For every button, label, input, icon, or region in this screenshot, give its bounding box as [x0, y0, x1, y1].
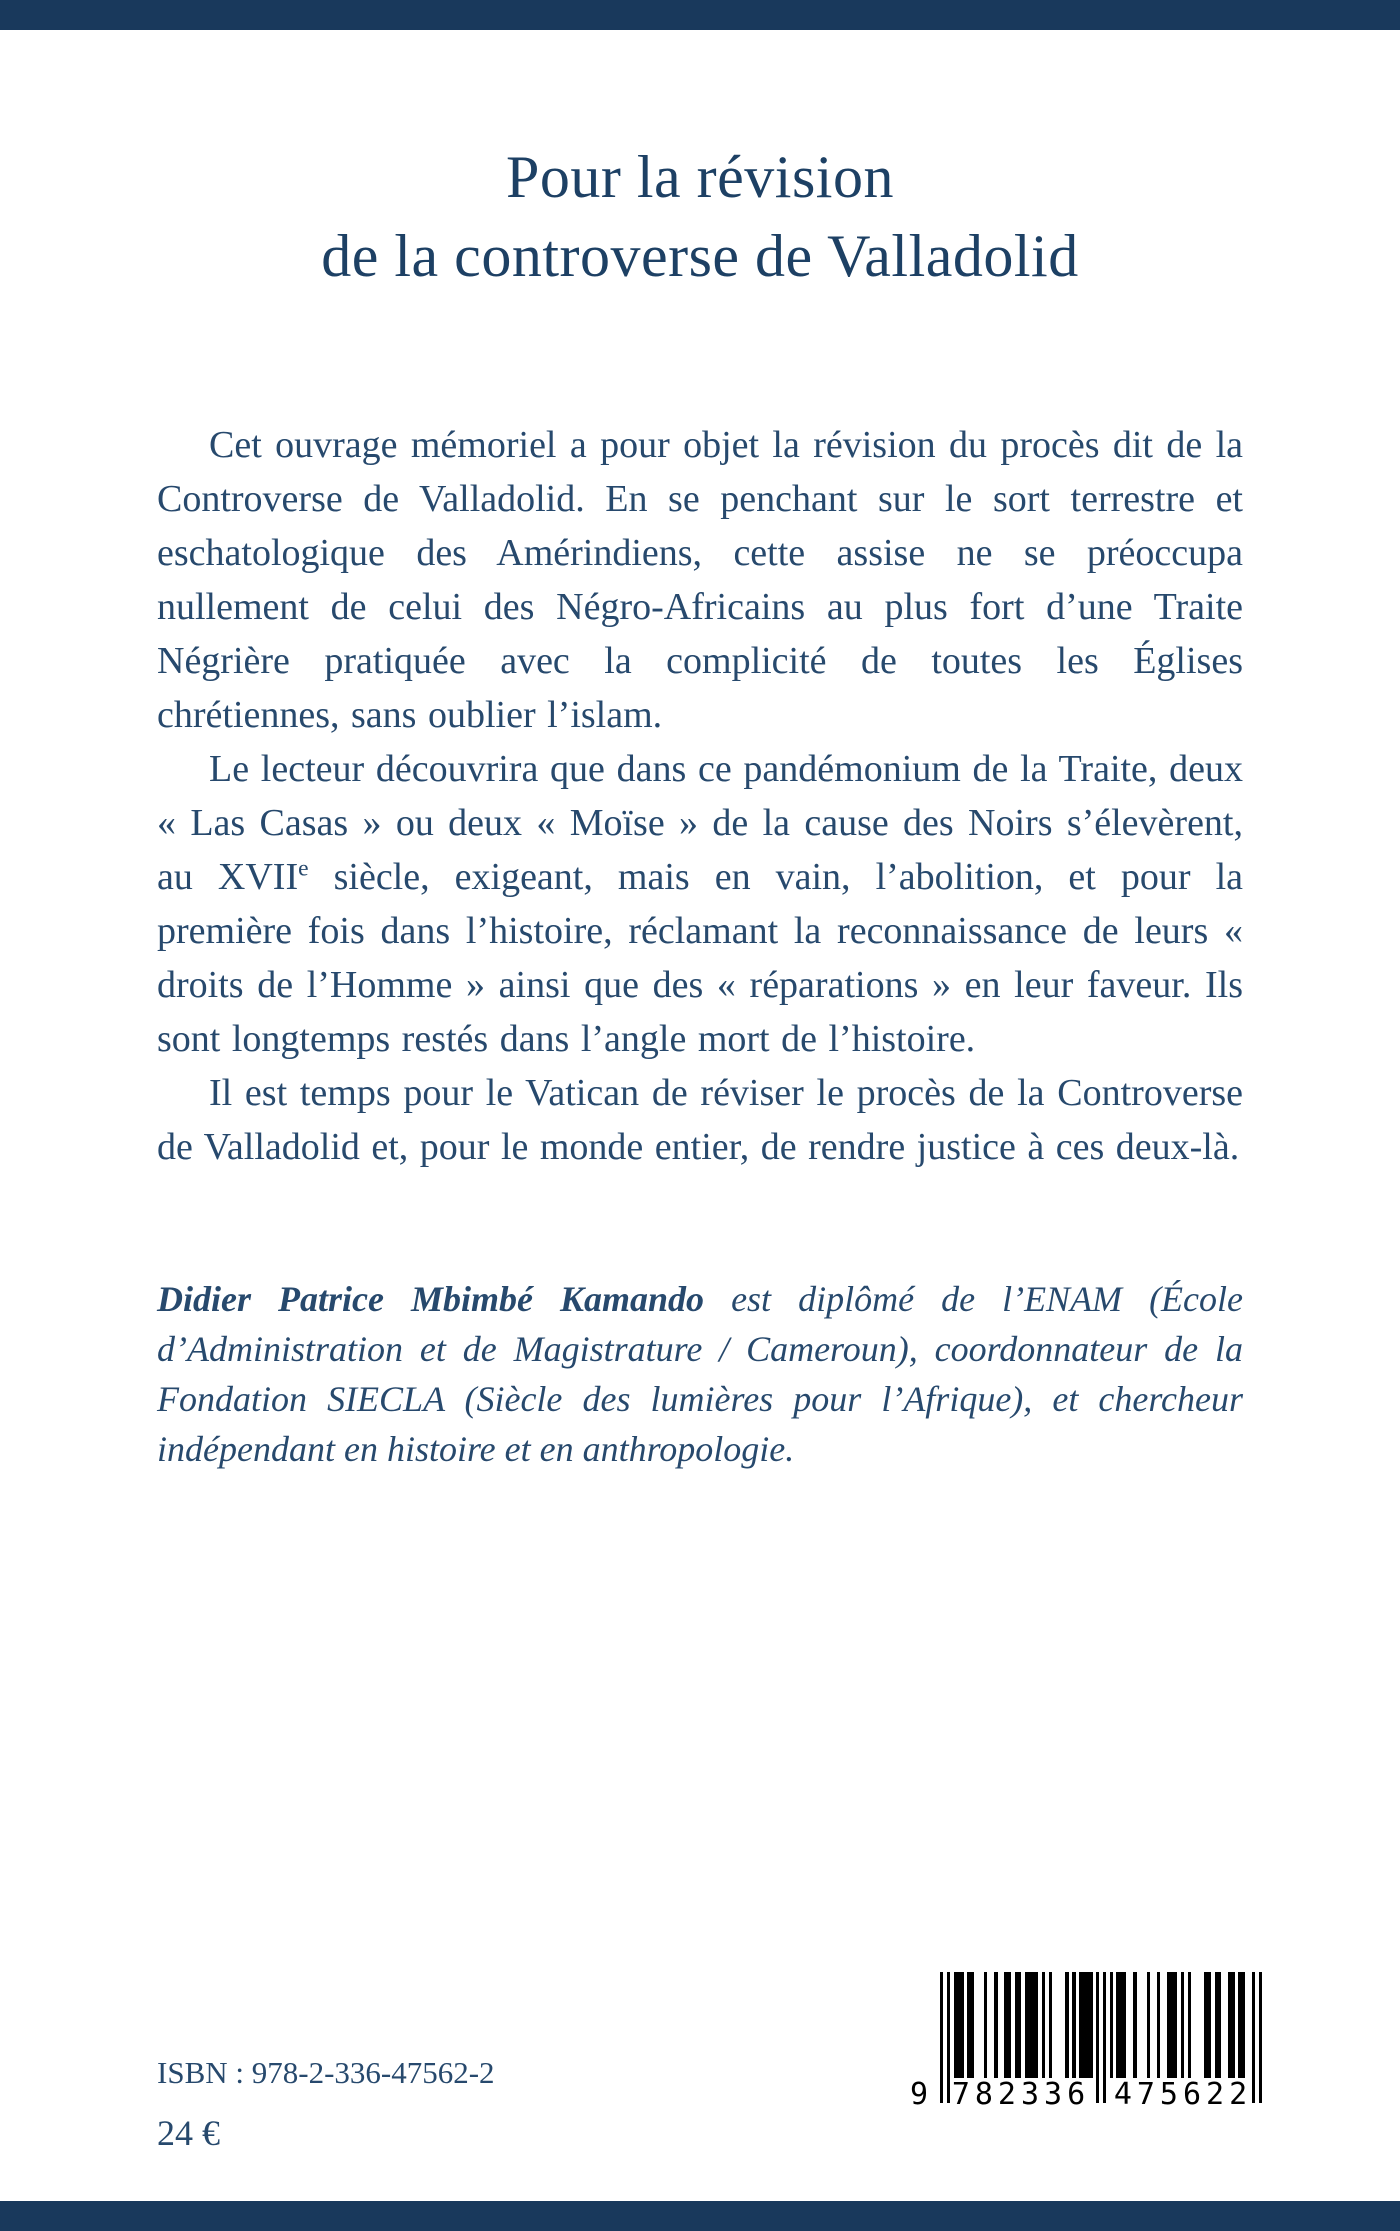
synopsis-paragraph-3: Il est temps pour le Vatican de réviser le procès de la Controverse de Valladolid et, pour le monde entier, de rendre justice à ces deux-là. [157, 1072, 1243, 1169]
synopsis-paragraph-1: Cet ouvrage mémoriel a pour objet la révision du procès dit de la Controverse de Valladolid. En se penchant sur le sort terrestre et eschatologique des Amérindiens, cette assise ne se préoccupa nullement de celui des Négro-Africains au plus fort d’une Traite Négrière pratiquée avec la complicité de toutes les Églises chrétiennes, sans oublier l’islam. [157, 424, 1243, 737]
author-name: Didier Patrice Mbimbé Kamando [157, 1279, 705, 1320]
title-line-1: Pour la révision [506, 144, 894, 210]
barcode-digit-left-group: 782336 [951, 2077, 1091, 2112]
title-line-2: de la controverse de Valladolid [321, 223, 1079, 290]
author-bio [157, 1274, 1243, 1474]
synopsis [157, 418, 1243, 1174]
barcode [910, 1972, 1263, 2122]
price-text: 24 € [157, 2113, 220, 2153]
book-title [60, 138, 1340, 296]
synopsis-paragraph-2-continued: siècle, exigeant, mais en vain, l’abolition, et pour la première fois dans l’histoire, réclamant la reconnaissance de leurs « droits de l’Homme » ainsi que des « réparations » en leur faveur. Ils sont longtemps restés dans l’angle mort de l’histoire. [157, 856, 1243, 1061]
bottom-band [0, 2201, 1400, 2231]
barcode-digits [910, 2077, 1263, 2113]
barcode-digit-lead: 9 [910, 2077, 929, 2112]
synopsis-paragraph-2 [157, 742, 1243, 1066]
isbn-text: ISBN : 978-2-336-47562-2 [157, 2055, 495, 2090]
author-bio-text: est diplômé de l’ENAM (École d’Administration et de Magistrature / Cameroun), coordonnateur de la Fondation SIECLA (Siècle des lumières pour l’Afrique), et chercheur indépendant en histoire et en anthropologie. [157, 1279, 1244, 1470]
barcode-digit-right-group: 475622 [1113, 2077, 1253, 2112]
century-superscript: e [298, 855, 309, 882]
top-band [0, 0, 1400, 30]
synopsis-paragraph-2-text: Le lecteur découvrira que dans ce pandémonium de la Traite, deux « Las Casas » ou deux « Moïse » de la cause des Noirs s’élevèrent, au XVII [157, 748, 1243, 899]
